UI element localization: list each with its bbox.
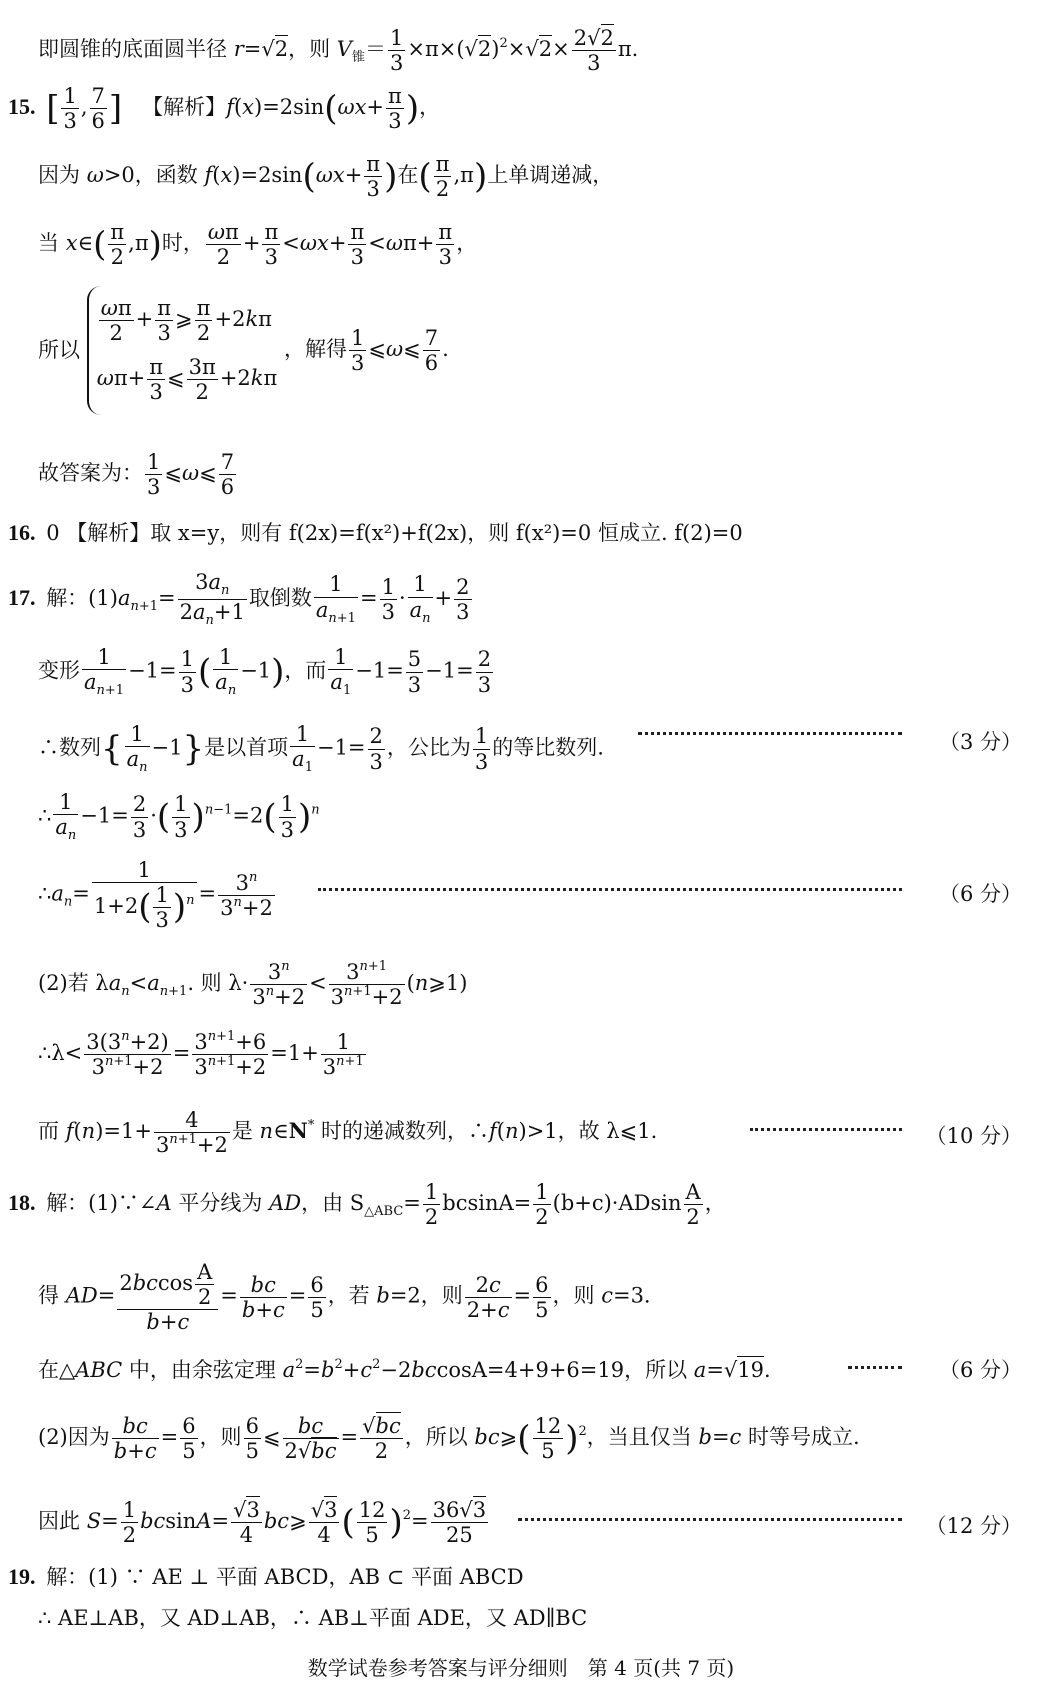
problem-number: 16. [8, 520, 36, 545]
score-label: （12 分） [925, 1514, 1022, 1538]
text-line-scored: $\therefore a_n=$ 1 1+2( $\frac{1}{3}$ )$^n$ = $\frac{3^n}{3^n+2}$ （6 分） [38, 858, 1022, 933]
text-line-scored: 在△ABC 中，由余弦定理 $a^2=b^2+c^2-2bccosA=4+9+6=19$，所以 a=√19. （6 分） [38, 1357, 1022, 1382]
problem-19-text: 解：(1) ∵ AE ⊥ 平面 ABCD，AB ⊂ 平面 ABCD [46, 1565, 524, 1589]
leader-dots [318, 888, 902, 894]
text-line: ∴ $\frac{1}{a_n}$ −1= $\frac{2}{3}$ ·( $\frac{1}{3}$ )$^{n-1}$=2( $\frac{1}{3}$ )$^n$ [38, 790, 320, 844]
problem-19-line1 [8, 1566, 1022, 1588]
leader-dots [848, 1366, 902, 1372]
problem-17-line1: 17. 解：$(1)a_{n+1}=$ $\frac{3a_n}{2a_n+1}$ 取倒数 $\frac{1}{a_{n+1}}$ = $\frac{1}{3}$ · $\frac{1}{a_n}$ + $\frac{2}{3}$ [8, 570, 470, 628]
score-label: （3 分） [938, 730, 1022, 754]
text-line: 得 AD= 2bccos $\frac{A}{2}$ b+c = $\frac{bc}{b+c}$ = $\frac{6}{5}$ ，若 b=2，则 $\frac{2c}{2+c}$ = $\frac{6}{5}$ ，则 c=3. [38, 1260, 651, 1335]
score-label: （6 分） [938, 1358, 1022, 1382]
problem-16 [8, 522, 1022, 544]
page-footer: 数学试卷参考答案与评分细则 第 4 页(共 7 页) [307, 1656, 735, 1680]
system-row: ωπ+ $\frac{\pi}{3}$ ⩽ $\frac{3\pi}{2}$ +2kπ [96, 355, 278, 405]
text-line: (2)若 $\lambda a_n<a_{n+1}$. 则 λ· $\frac{3^n}{3^n+2}$ < $\frac{3^{n+1}}{3^{n+1}+2}$ (n⩾1) [38, 959, 468, 1010]
text-line-scored: ∴数列{ $\frac{1}{a_n}$ −1}是以首项 $\frac{1}{a_1}$ −1= $\frac{2}{3}$ ，公比为 $\frac{1}{3}$ 的等比数列. （3 分） [38, 722, 1022, 776]
inequality-system [87, 286, 278, 415]
text-line: 当 x∈( $\frac{\pi}{2}$ ,π)时， $\frac{\omega\pi}{2}$ + $\frac{\pi}{3}$ <ωx+ $\frac{\pi}{3}$ <ωπ+ $\frac{\pi}{3}$ ， [38, 220, 478, 270]
problem-16-text: 0 【解析】取 x=y，则有 f(2x)=f(x²)+f(2x)，则 f(x²)=0 恒成立. f(2)=0 [46, 521, 743, 545]
leader-dots [518, 1518, 902, 1524]
problem-number: 15. [8, 94, 36, 120]
problem-number: 17. [8, 584, 36, 610]
problem-15-header: 15. [ $\frac{1}{3}$ , $\frac{7}{6}$ ] 【解析】f(x)=2sin(ωx+ $\frac{\pi}{3}$ )， [8, 84, 441, 134]
problem-number: 19. [8, 1564, 36, 1589]
text-line-scored: 因此 S= $\frac{1}{2}$ bcsinA= $\frac{√3}{4}$ bc⩾ $\frac{√3}{4}$ ( $\frac{12}{5}$ )$^2$= $\frac{36√3}{25}$ （12 分） [38, 1498, 1022, 1548]
score-label: （6 分） [938, 882, 1022, 906]
text-line: 变形 $\frac{1}{a_{n+1}}$ −1= $\frac{1}{3}$ ( $\frac{1}{a_n}$ −1)，而 $\frac{1}{a_1}$ −1= $\frac{5}{3}$ −1= $\frac{2}{3}$ [38, 645, 492, 699]
problem-18-line1: 18. 解：(1)∵∠A 平分线为 AD，由 $S_{\triangle ABC}=$ $\frac{1}{2}$ bcsinA= $\frac{1}{2}$ (b+c)·ADsin $\frac{A}{2}$ ， [8, 1180, 726, 1230]
text-line [38, 1608, 1022, 1629]
text-line: 即圆锥的底面圆半径 r=√2，则 $V_锥=$ $\frac{1}{3}$ $\times\pi\times(√2)^2\times√2\times$ $\frac{2√2}{3}$ π. [38, 26, 639, 76]
problem-19-text: ∴ AE⊥AB，又 AD⊥AB，∴ AB⊥平面 ADE，又 AD∥BC [38, 1606, 588, 1630]
system-row: $\frac{\omega\pi}{2}$ + $\frac{\pi}{3}$ ⩾ $\frac{\pi}{2}$ +2kπ [100, 296, 272, 346]
text-line: ∴λ< $\frac{3(3^n+2)}{3^{n+1}+2}$ = $\frac{3^{n+1}+6}{3^{n+1}+2}$ =1+ $\frac{1}{3^{n+1}}$ [38, 1029, 364, 1080]
text-line: 因为 ω>0，函数 f(x)=2sin(ωx+ $\frac{\pi}{3}$ )在( $\frac{\pi}{2}$ ,π)上单调递减， [38, 152, 614, 202]
text-line: (2)因为 $\frac{bc}{b+c}$ = $\frac{6}{5}$ ，则 $\frac{6}{5}$ ⩽ $\frac{bc}{2√bc}$ = $\frac{√bc}{2}$ ，所以 bc⩾( $\frac{12}{5}$ )$^2$，当且仅当 b=c 时等号成立. [38, 1414, 860, 1464]
text-line: 故答案为： $\frac{1}{3}$ ⩽ω⩽ $\frac{7}{6}$ [38, 450, 235, 500]
leader-dots [638, 732, 902, 738]
leader-dots [750, 1128, 902, 1134]
text-line: 所以 $\frac{\omega\pi}{2}$ + $\frac{\pi}{3}$ ⩾ $\frac{\pi}{2}$ +2kπ ωπ+ $\frac{\pi}{3}$ ⩽ $\frac{3\pi}{2}$ +2kπ ，解得 $\frac{1}{3}$ ⩽ω⩽ $\frac{7}{6}$ . [38, 286, 1022, 415]
text-line-scored: 而 f(n)=1+ $\frac{4}{3^{n+1}+2}$ 是 n∈N* 时的递减数列，∴f(n)>1，故 λ⩽1. （10 分） [38, 1108, 1022, 1158]
score-label: （10 分） [925, 1124, 1022, 1148]
problem-number: 18. [8, 1190, 36, 1216]
